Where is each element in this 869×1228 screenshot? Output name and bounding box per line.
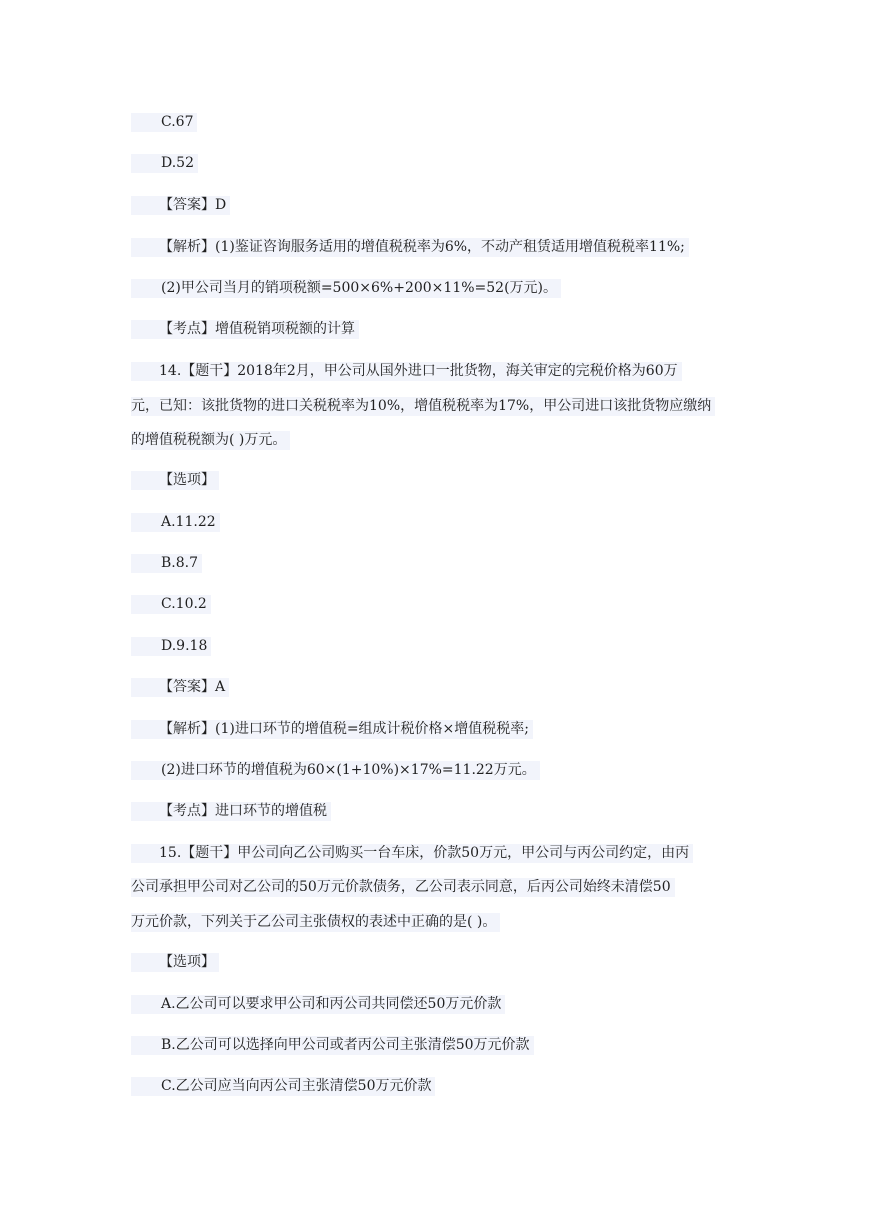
q14-point: 【考点】进口环节的增值税 [131, 802, 331, 821]
q14-options-label: 【选项】 [131, 471, 219, 490]
q14-stem-line-1: 14.【题干】2018年2月，甲公司从国外进口一批货物，海关审定的完税价格为60万 [131, 362, 682, 381]
q13-point: 【考点】增值税销项税额的计算 [131, 320, 359, 339]
q13-option-c: C.67 [131, 113, 197, 132]
q14-analysis-1: 【解析】(1)进口环节的增值税=组成计税价格×增值税税率; [131, 720, 533, 739]
q13-option-d: D.52 [131, 154, 198, 173]
q14-option-c: C.10.2 [131, 595, 211, 614]
q15-stem-line-2: 公司承担甲公司对乙公司的50万元价款债务，乙公司表示同意，后丙公司始终未清偿50 [131, 878, 675, 897]
q13-analysis-2: (2)甲公司当月的销项税额=500×6%+200×11%=52(万元)。 [131, 279, 561, 298]
q15-option-b: B.乙公司可以选择向甲公司或者丙公司主张清偿50万元价款 [131, 1036, 534, 1055]
q14-option-a: A.11.22 [131, 513, 220, 532]
q13-answer: 【答案】D [131, 196, 230, 215]
q13-analysis-1: 【解析】(1)鉴证咨询服务适用的增值税税率为6%，不动产租赁适用增值税税率11%; [131, 238, 689, 257]
q15-option-a: A.乙公司可以要求甲公司和丙公司共同偿还50万元价款 [131, 995, 505, 1014]
q15-stem-line-1: 15.【题干】甲公司向乙公司购买一台车床，价款50万元，甲公司与丙公司约定，由丙 [131, 844, 693, 863]
q14-option-b: B.8.7 [131, 554, 202, 573]
q14-stem-line-3: 的增值税税额为( )万元。 [131, 431, 290, 450]
q14-answer: 【答案】A [131, 678, 229, 697]
q15-stem-line-3: 万元价款，下列关于乙公司主张债权的表述中正确的是( )。 [131, 913, 500, 932]
q15-options-label: 【选项】 [131, 953, 219, 972]
q14-option-d: D.9.18 [131, 637, 211, 656]
q15-option-c: C.乙公司应当向丙公司主张清偿50万元价款 [131, 1077, 435, 1096]
q14-analysis-2: (2)进口环节的增值税为60×(1+10%)×17%=11.22万元。 [131, 761, 540, 780]
q14-stem-line-2: 元，已知：该批货物的进口关税税率为10%，增值税税率为17%，甲公司进口该批货物应缴纳 [131, 397, 715, 416]
